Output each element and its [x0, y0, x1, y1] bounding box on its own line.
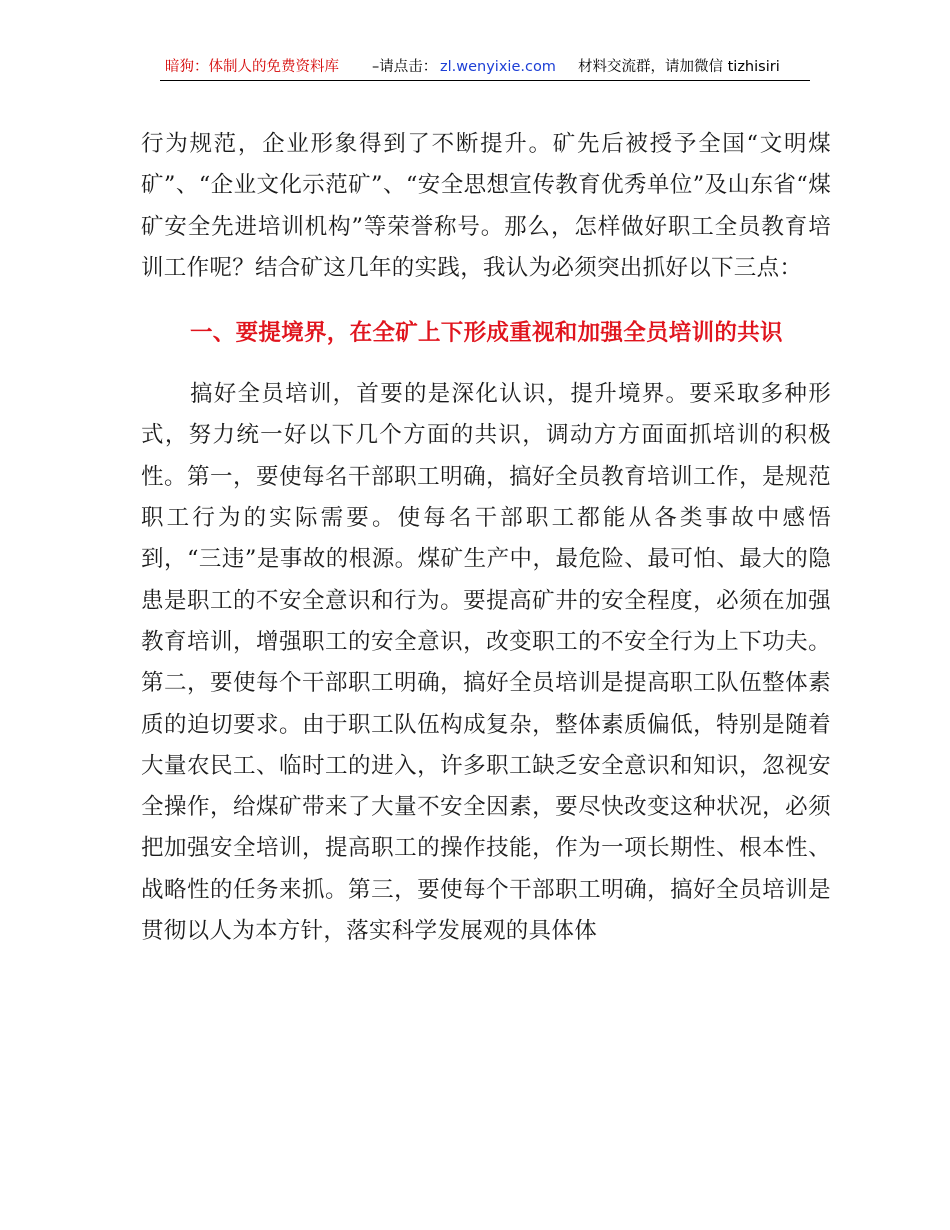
header-prompt-text: –请点击： [372, 59, 438, 75]
header-link[interactable]: zl.wenyixie.com [440, 59, 556, 75]
header-brand-text: 暗狗：体制人的免费资料库 [165, 59, 339, 75]
section-heading: 一、要提境界，在全矿上下形成重视和加强全员培训的共识 [190, 320, 783, 347]
page-header [0, 55, 950, 81]
header-contact-text: 材料交流群，请加微信 tizhisiri [578, 59, 780, 75]
body-paragraph: 搞好全员培训，首要的是深化认识，提升境界。要采取多种形式，努力统一好以下几个方面的共识，调动方方面面抓培训的积极性。第一，要使每名干部职工明确，搞好全员教育培训工作，是规范职工行为的实际需要。使每名干部职工都能从各类事故中感悟到，“三违”是事故的根源。煤矿生产中，最危险、最可怕、最大的隐患是职工的不安全意识和行为。要提高矿井的安全程度，必须在加强教育培训，增强职工的安全意识，改变职工的不安全行为上下功夫。第二，要使每个干部职工明确，搞好全员培训是提高职工队伍整体素质的迫切要求。由于职工队伍构成复杂，整体素质偏低，特别是随着大量农民工、临时工的进入，许多职工缺乏安全意识和知识，忽视安全操作，给煤矿带来了大量不安全因素，要尽快改变这种状况，必须把加强安全培训，提高职工的操作技能，作为一项长期性、根本性、战略性的任务来抓。第三，要使每个干部职工明确，搞好全员培训是贯彻以人为本方针，落实科学发展观的具体体 [141, 381, 831, 945]
intro-paragraph: 行为规范，企业形象得到了不断提升。矿先后被授予全国“文明煤矿”、“企业文化示范矿”、“安全思想宣传教育优秀单位”及山东省“煤矿安全先进培训机构”等荣誉称号。那么，怎样做好职工全员教育培训工作呢？结合矿这几年的实践，我认为必须突出抓好以下三点： [141, 131, 831, 281]
header-divider [160, 80, 810, 81]
document-body [141, 124, 831, 952]
